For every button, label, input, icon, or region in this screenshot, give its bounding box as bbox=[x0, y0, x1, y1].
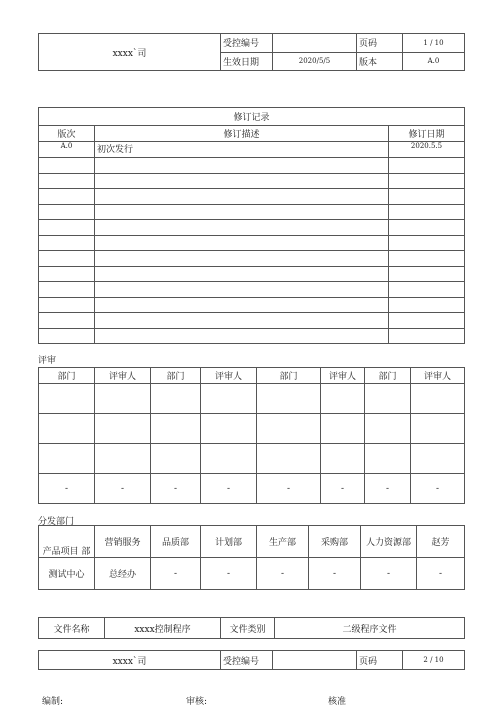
table-row bbox=[39, 526, 465, 558]
review-table bbox=[38, 367, 465, 504]
table-row bbox=[39, 558, 465, 590]
table-row bbox=[39, 328, 465, 344]
page-value: 1 / 10 bbox=[403, 34, 465, 53]
table-row bbox=[39, 220, 465, 236]
table-row bbox=[39, 474, 465, 504]
prepared-label: 编制: bbox=[42, 697, 64, 707]
company-name: xxxx`司 bbox=[39, 34, 221, 71]
distribution-title: 分发部门 bbox=[38, 517, 75, 527]
dept-cell: 赵芳 bbox=[417, 526, 465, 558]
review-cell: - bbox=[39, 474, 95, 504]
control-no-label-2: 受控编号 bbox=[221, 651, 273, 670]
review-cell: - bbox=[201, 474, 257, 504]
version-label: 版本 bbox=[357, 52, 403, 71]
page-label-2: 页码 bbox=[357, 651, 403, 670]
table-row bbox=[39, 173, 465, 189]
control-no-value bbox=[273, 34, 357, 53]
file-type: 二级程序文件 bbox=[275, 618, 465, 639]
review-cell: - bbox=[365, 474, 411, 504]
review-header: 评审人 bbox=[95, 368, 151, 384]
dept-cell: 人力资源部 bbox=[361, 526, 417, 558]
review-cell: - bbox=[411, 474, 465, 504]
review-header: 部门 bbox=[39, 368, 95, 384]
company-name-2: xxxx`司 bbox=[39, 651, 221, 670]
effective-value: 2020/5/5 bbox=[273, 52, 357, 71]
table-row bbox=[39, 189, 465, 205]
page-value-2: 2 / 10 bbox=[403, 651, 465, 670]
review-header: 评审人 bbox=[411, 368, 465, 384]
dept-cell: - bbox=[361, 558, 417, 590]
table-row bbox=[39, 251, 465, 267]
approved-label: 核准 bbox=[328, 697, 347, 707]
file-info-table bbox=[38, 617, 465, 639]
revision-desc: 初次发行 bbox=[95, 142, 389, 158]
file-name-label: 文件名称 bbox=[39, 618, 105, 639]
dept-cell: 采购部 bbox=[309, 526, 361, 558]
table-row bbox=[39, 235, 465, 251]
dept-cell: 测试中心 bbox=[39, 558, 95, 590]
table-row bbox=[39, 313, 465, 329]
revision-table bbox=[38, 107, 465, 344]
dept-cell: 营销服务 bbox=[95, 526, 151, 558]
table-row bbox=[39, 142, 465, 158]
reviewed-label: 审核: bbox=[186, 697, 208, 707]
control-no-label: 受控编号 bbox=[221, 34, 273, 53]
dept-cell: 生产部 bbox=[257, 526, 309, 558]
table-row bbox=[39, 158, 465, 174]
dept-cell: - bbox=[257, 558, 309, 590]
version-value: A.0 bbox=[403, 52, 465, 71]
dept-cell: - bbox=[309, 558, 361, 590]
review-header: 部门 bbox=[365, 368, 411, 384]
revision-version: A.0 bbox=[39, 142, 95, 158]
review-cell: - bbox=[151, 474, 201, 504]
col-desc: 修订描述 bbox=[95, 126, 389, 142]
review-cell: - bbox=[257, 474, 321, 504]
review-header: 评审人 bbox=[321, 368, 365, 384]
file-type-label: 文件类别 bbox=[221, 618, 275, 639]
dept-cell: - bbox=[151, 558, 201, 590]
dept-cell: 产品项目 部 bbox=[39, 526, 95, 558]
header-table bbox=[38, 33, 465, 71]
review-title: 评审 bbox=[38, 356, 57, 366]
col-date: 修订日期 bbox=[389, 126, 465, 142]
dept-cell: - bbox=[201, 558, 257, 590]
distribution-table bbox=[38, 525, 465, 590]
table-row bbox=[39, 266, 465, 282]
revision-date: 2020.5.5 bbox=[389, 142, 465, 158]
review-header: 部门 bbox=[151, 368, 201, 384]
review-cell: - bbox=[95, 474, 151, 504]
dept-cell: 总经办 bbox=[95, 558, 151, 590]
col-version: 版次 bbox=[39, 126, 95, 142]
page-label: 页码 bbox=[357, 34, 403, 53]
effective-label: 生效日期 bbox=[221, 52, 273, 71]
table-row bbox=[39, 204, 465, 220]
review-header: 部门 bbox=[257, 368, 321, 384]
table-row bbox=[39, 282, 465, 298]
dept-cell: 计划部 bbox=[201, 526, 257, 558]
table-row bbox=[39, 297, 465, 313]
dept-cell: 品质部 bbox=[151, 526, 201, 558]
header-table-2 bbox=[38, 650, 465, 670]
file-name: xxxx控制程序 bbox=[105, 618, 221, 639]
revision-title: 修订记录 bbox=[39, 108, 465, 126]
review-cell: - bbox=[321, 474, 365, 504]
dept-cell: - bbox=[417, 558, 465, 590]
review-header: 评审人 bbox=[201, 368, 257, 384]
